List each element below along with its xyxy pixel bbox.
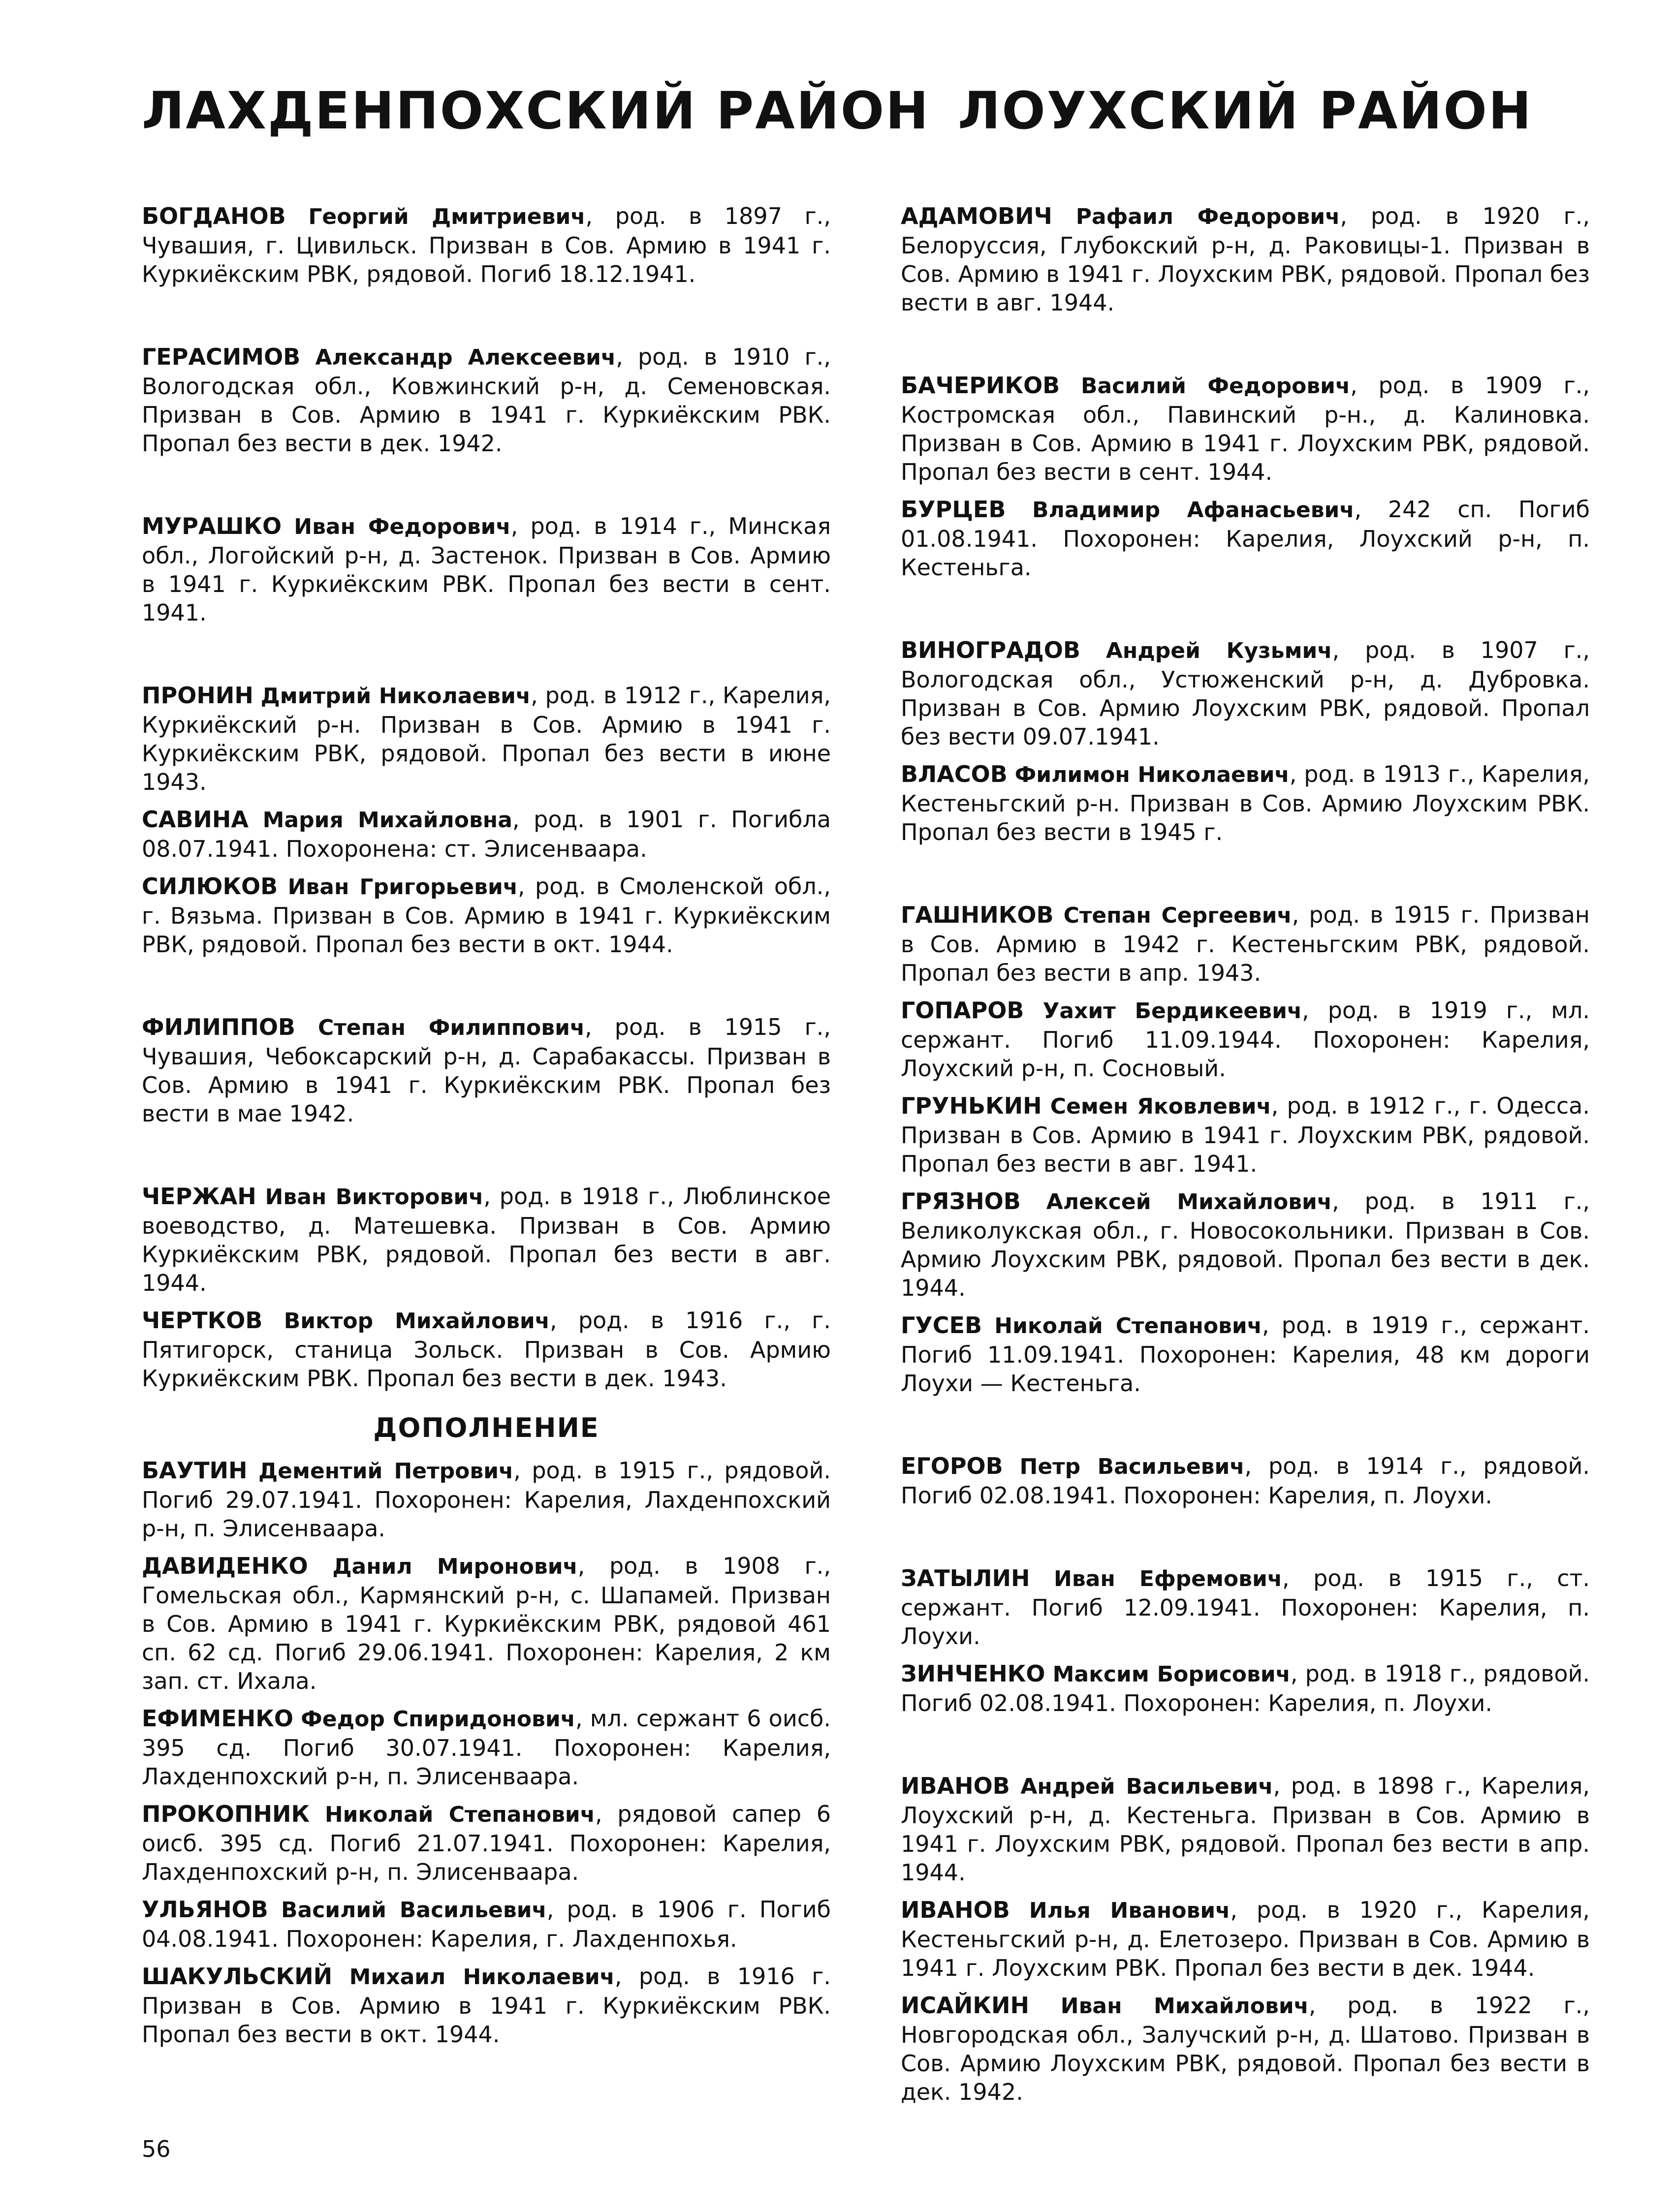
- list-item: ВИНОГРАДОВ Андрей Кузьмич, род. в 1907 г., Вологодская обл., Устюженский р-н, д. Дубровка. Призван в Сов. Армию Лоухским РВК, рядовой. Пропал без вести 09.07.1941.: [901, 637, 1590, 750]
- list-item: ДАВИДЕНКО Данил Миронович, род. в 1908 г., Гомельская обл., Кармянский р-н, с. Шапамей. Призван в Сов. Армию в 1941 г. Куркиёкским РВК, рядовой 461 сп. 62 сд. Погиб 29.06.1941. Похоронен: Карелия, 2 км зап. ст. Ихала.: [142, 1553, 831, 1694]
- district-title-loukhi: ЛОУХСКИЙ РАЙОН: [958, 81, 1533, 141]
- list-item: ШАКУЛЬСКИЙ Михаил Николаевич, род. в 1916 г. Призван в Сов. Армию в 1941 г. Куркиёкским РВК. Пропал без вести в окт. 1944.: [142, 1963, 831, 2048]
- list-item: СИЛЮКОВ Иван Григорьевич, род. в Смоленской обл., г. Вязьма. Призван в Сов. Армию в 1941 г. Куркиёкским РВК, рядовой. Пропал без вести в окт. 1944.: [142, 873, 831, 958]
- list-item: ЗИНЧЕНКО Максим Борисович, род. в 1918 г., рядовой. Погиб 02.08.1941. Похоронен: Карелия, п. Лоухи.: [901, 1660, 1590, 1716]
- list-item: ЕГОРОВ Петр Васильевич, род. в 1914 г., рядовой. Погиб 02.08.1941. Похоронен: Карелия, п. Лоухи.: [901, 1453, 1590, 1509]
- list-item: ГУСЕВ Николай Степанович, род. в 1919 г., сержант. Погиб 11.09.1941. Похоронен: Карелия, 48 км дороги Лоухи — Кестеньга.: [901, 1312, 1590, 1397]
- left-column: [142, 59, 930, 2057]
- list-item: ГРУНЬКИН Семен Яковлевич, род. в 1912 г., г. Одесса. Призван в Сов. Армию в 1941 г. Лоухским РВК, рядовой. Пропал без вести в авг. 1941.: [901, 1092, 1590, 1177]
- supplement-heading: ДОПОЛНЕНИЕ: [373, 1412, 600, 1443]
- list-item: ИВАНОВ Андрей Васильевич, род. в 1898 г., Карелия, Лоухский р-н, д. Кестеньга. Призван в Сов. Армию в 1941 г. Лоухским РВК, рядовой. Пропал без вести в апр. 1944.: [901, 1773, 1590, 1886]
- list-item: БАЧЕРИКОВ Василий Федорович, род. в 1909 г., Костромская обл., Павинский р-н., д. Калиновка. Призван в Сов. Армию в 1941 г. Лоухским РВК, рядовой. Пропал без вести в сент. 1944.: [901, 372, 1590, 485]
- list-item: ЕФИМЕНКО Федор Спиридонович, мл. сержант 6 оисб. 395 сд. Погиб 30.07.1941. Похоронен: Карелия, Лахденпохский р-н, п. Элисенваара.: [142, 1705, 831, 1790]
- list-item: ЧЕРЖАН Иван Викторович, род. в 1918 г., Люблинское воеводство, д. Матешевка. Призван в Сов. Армию Куркиёкским РВК, рядовой. Пропал без вести в авг. 1944.: [142, 1183, 831, 1296]
- list-item: БАУТИН Дементий Петрович, род. в 1915 г., рядовой. Погиб 29.07.1941. Похоронен: Карелия, Лахденпохский р-н, п. Элисенваара.: [142, 1457, 831, 1542]
- entry-list-loukhi: [901, 202, 1590, 2106]
- district-title-lakhdenpokhya: ЛАХДЕНПОХСКИЙ РАЙОН: [142, 81, 930, 141]
- list-item: АДАМОВИЧ Рафаил Федорович, род. в 1920 г., Белоруссия, Глубокский р-н, д. Раковицы-1. Призван в Сов. Армию в 1941 г. Лоухским РВК, рядовой. Пропал без вести в авг. 1944.: [901, 203, 1590, 316]
- list-item: ГРЯЗНОВ Алексей Михайлович, род. в 1911 г., Великолукская обл., г. Новосокольники. Призван в Сов. Армию Лоухским РВК, рядовой. Пропал без вести в дек. 1944.: [901, 1188, 1590, 1301]
- list-item: ИСАЙКИН Иван Михайлович, род. в 1922 г., Новгородская обл., Залучский р-н, д. Шатово. Призван в Сов. Армию Лоухским РВК, рядовой. Пропал без вести в дек. 1942.: [901, 1992, 1590, 2105]
- right-column: [901, 59, 1590, 2115]
- list-item: ПРОНИН Дмитрий Николаевич, род. в 1912 г., Карелия, Куркиёкский р-н. Призван в Сов. Армию в 1941 г. Куркиёкским РВК, рядовой. Пропал без вести в июне 1943.: [142, 682, 831, 795]
- list-item: УЛЬЯНОВ Василий Васильевич, род. в 1906 г. Погиб 04.08.1941. Похоронен: Карелия, г. Лахденпохья.: [142, 1896, 831, 1952]
- list-item: ВЛАСОВ Филимон Николаевич, род. в 1913 г., Карелия, Кестеньгский р-н. Призван в Сов. Армию Лоухским РВК. Пропал без вести в 1945 г.: [901, 761, 1590, 845]
- list-item: ЗАТЫЛИН Иван Ефремович, род. в 1915 г., ст. сержант. Погиб 12.09.1941. Похоронен: Карелия, п. Лоухи.: [901, 1565, 1590, 1650]
- list-item: ГАШНИКОВ Степан Сергеевич, род. в 1915 г. Призван в Сов. Армию в 1942 г. Кестеньгским РВК, рядовой. Пропал без вести в апр. 1943.: [901, 902, 1590, 986]
- entry-list-lakhdenpokhya: [142, 202, 831, 2049]
- list-item: ФИЛИППОВ Степан Филиппович, род. в 1915 г., Чувашия, Чебоксарский р-н, д. Сарабакассы. Призван в Сов. Армию в 1941 г. Куркиёкским РВК. Пропал без вести в мае 1942.: [142, 1014, 831, 1127]
- list-item: МУРАШКО Иван Федорович, род. в 1914 г., Минская обл., Логойский р-н, д. Застенок. Призван в Сов. Армию в 1941 г. Куркиёкским РВК. Пропал без вести в сент. 1941.: [142, 513, 831, 626]
- page-number: 56: [142, 2136, 171, 2162]
- list-item: БУРЦЕВ Владимир Афанасьевич, 242 сп. Погиб 01.08.1941. Похоронен: Карелия, Лоухский р-н, п. Кестеньга.: [901, 496, 1590, 581]
- list-item: САВИНА Мария Михайловна, род. в 1901 г. Погибла 08.07.1941. Похоронена: ст. Элисенваара.: [142, 806, 831, 862]
- list-item: БОГДАНОВ Георгий Дмитриевич, род. в 1897 г., Чувашия, г. Цивильск. Призван в Сов. Армию в 1941 г. Куркиёкским РВК, рядовой. Погиб 18.12.1941.: [142, 203, 831, 287]
- list-item: ГЕРАСИМОВ Александр Алексеевич, род. в 1910 г., Вологодская обл., Ковжинский р-н, д. Семеновская. Призван в Сов. Армию в 1941 г. Куркиёкским РВК. Пропал без вести в дек. 1942.: [142, 343, 831, 457]
- list-item: ГОПАРОВ Уахит Бердикеевич, род. в 1919 г., мл. сержант. Погиб 11.09.1944. Похоронен: Карелия, Лоухский р-н, п. Сосновый.: [901, 997, 1590, 1082]
- list-item: ИВАНОВ Илья Иванович, род. в 1920 г., Карелия, Кестеньгский р-н, д. Елетозеро. Призван в Сов. Армию в 1941 г. Лоухским РВК. Пропал без вести в дек. 1944.: [901, 1897, 1590, 1981]
- list-item: ЧЕРТКОВ Виктор Михайлович, род. в 1916 г., г. Пятигорск, станица Зольск. Призван в Сов. Армию Куркиёкским РВК. Пропал без вести в дек. 1943.: [142, 1307, 831, 1392]
- list-item: ПРОКОПНИК Николай Степанович, рядовой сапер 6 оисб. 395 сд. Погиб 21.07.1941. Похоронен: Карелия, Лахденпохский р-н, п. Элисенваара.: [142, 1801, 831, 1885]
